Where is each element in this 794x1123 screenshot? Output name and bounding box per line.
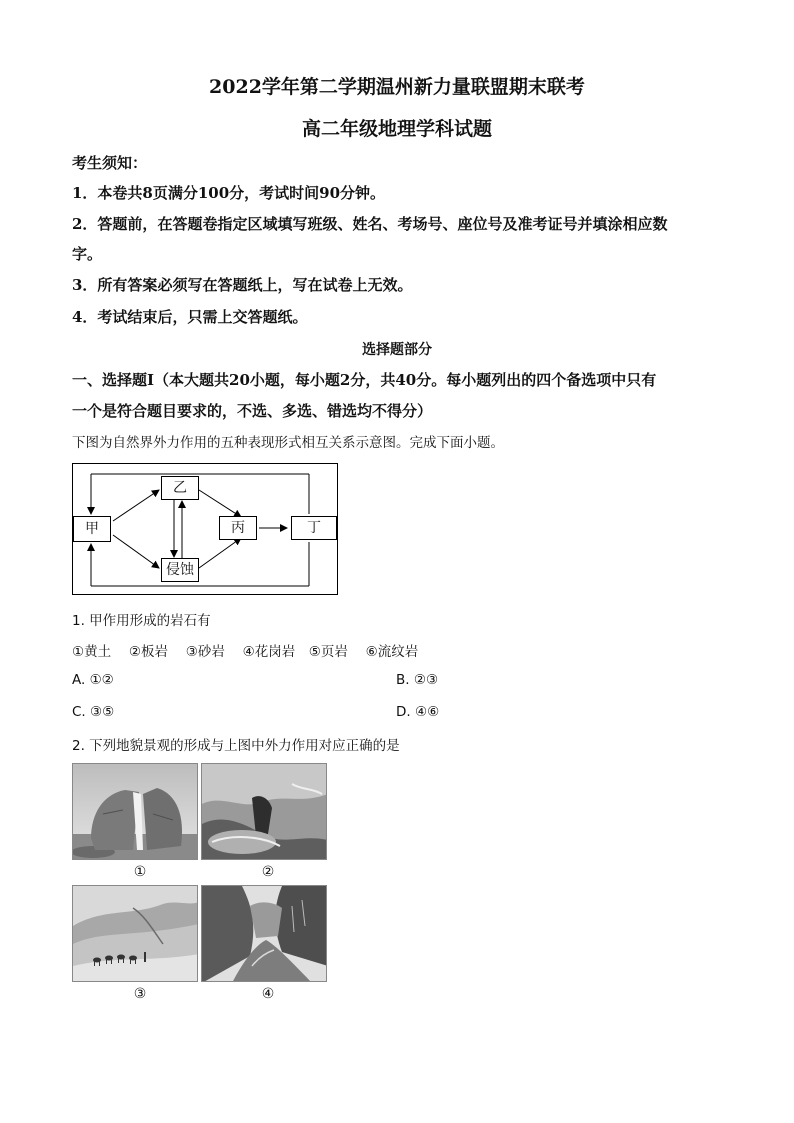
external-force-diagram <box>72 463 338 595</box>
notice-item-1: 1．本卷共8页满分100分，考试时间90分钟。 <box>72 184 386 202</box>
notice-item-3: 3．所有答案必须写在答题纸上，写在试卷上无效。 <box>72 276 413 294</box>
node-yi: 乙 <box>161 476 199 500</box>
q2-stem: 2. 下列地貌景观的形成与上图中外力作用对应正确的是 <box>72 738 400 754</box>
photo-desert-dunes <box>72 885 198 982</box>
stream-rocks-image <box>202 764 327 860</box>
photo-caption-1: ① <box>133 864 147 880</box>
photo-caption-3: ③ <box>133 986 147 1002</box>
notice-heading: 考生须知： <box>72 154 148 172</box>
question-intro: 下图为自然界外力作用的五种表现形式相互关系示意图。完成下面小题。 <box>72 435 504 451</box>
split-rock-image <box>73 764 198 860</box>
q1-stem: 1. 甲作用形成的岩石有 <box>72 613 211 629</box>
notice-item-2: 2．答题前，在答题卷指定区域填写班级、姓名、考场号、座位号及准考证号并填涂相应数 <box>72 215 668 233</box>
desert-dunes-image <box>73 886 198 982</box>
notice-item-2-cont: 字。 <box>72 245 103 263</box>
notice-item-4: 4．考试结束后，只需上交答题纸。 <box>72 308 308 326</box>
gorge-river-image <box>202 886 327 982</box>
q1-option-c[interactable]: C. ③⑤ <box>72 704 115 720</box>
node-qinshi: 侵蚀 <box>161 558 199 582</box>
q1-option-a[interactable]: A. ①② <box>72 672 114 688</box>
q1-option-b[interactable]: B. ②③ <box>396 672 439 688</box>
section-title: 选择题部分 <box>362 342 432 358</box>
photo-stream-rocks <box>201 763 327 860</box>
photo-caption-4: ④ <box>261 986 275 1002</box>
q1-options-list: ①黄土 ②板岩 ③砂岩 ④花岗岩 ⑤页岩 ⑥流纹岩 <box>72 644 419 660</box>
section-instruction-2: 一个是符合题目要求的，不选、多选、错选均不得分） <box>72 402 433 420</box>
node-jia: 甲 <box>73 516 111 542</box>
node-ding: 丁 <box>291 516 337 540</box>
photo-gorge-river <box>201 885 327 982</box>
section-instruction-1: 一、选择题Ⅰ（本大题共20小题，每小题2分，共40分。每小题列出的四个备选项中只有 <box>72 371 657 389</box>
photo-split-rock <box>72 763 198 860</box>
q1-option-d[interactable]: D. ④⑥ <box>396 704 440 720</box>
photo-caption-2: ② <box>261 864 275 880</box>
exam-title: 2022学年第二学期温州新力量联盟期末联考 <box>209 76 585 98</box>
exam-subtitle: 高二年级地理学科试题 <box>301 118 492 140</box>
node-bing: 丙 <box>219 516 257 540</box>
